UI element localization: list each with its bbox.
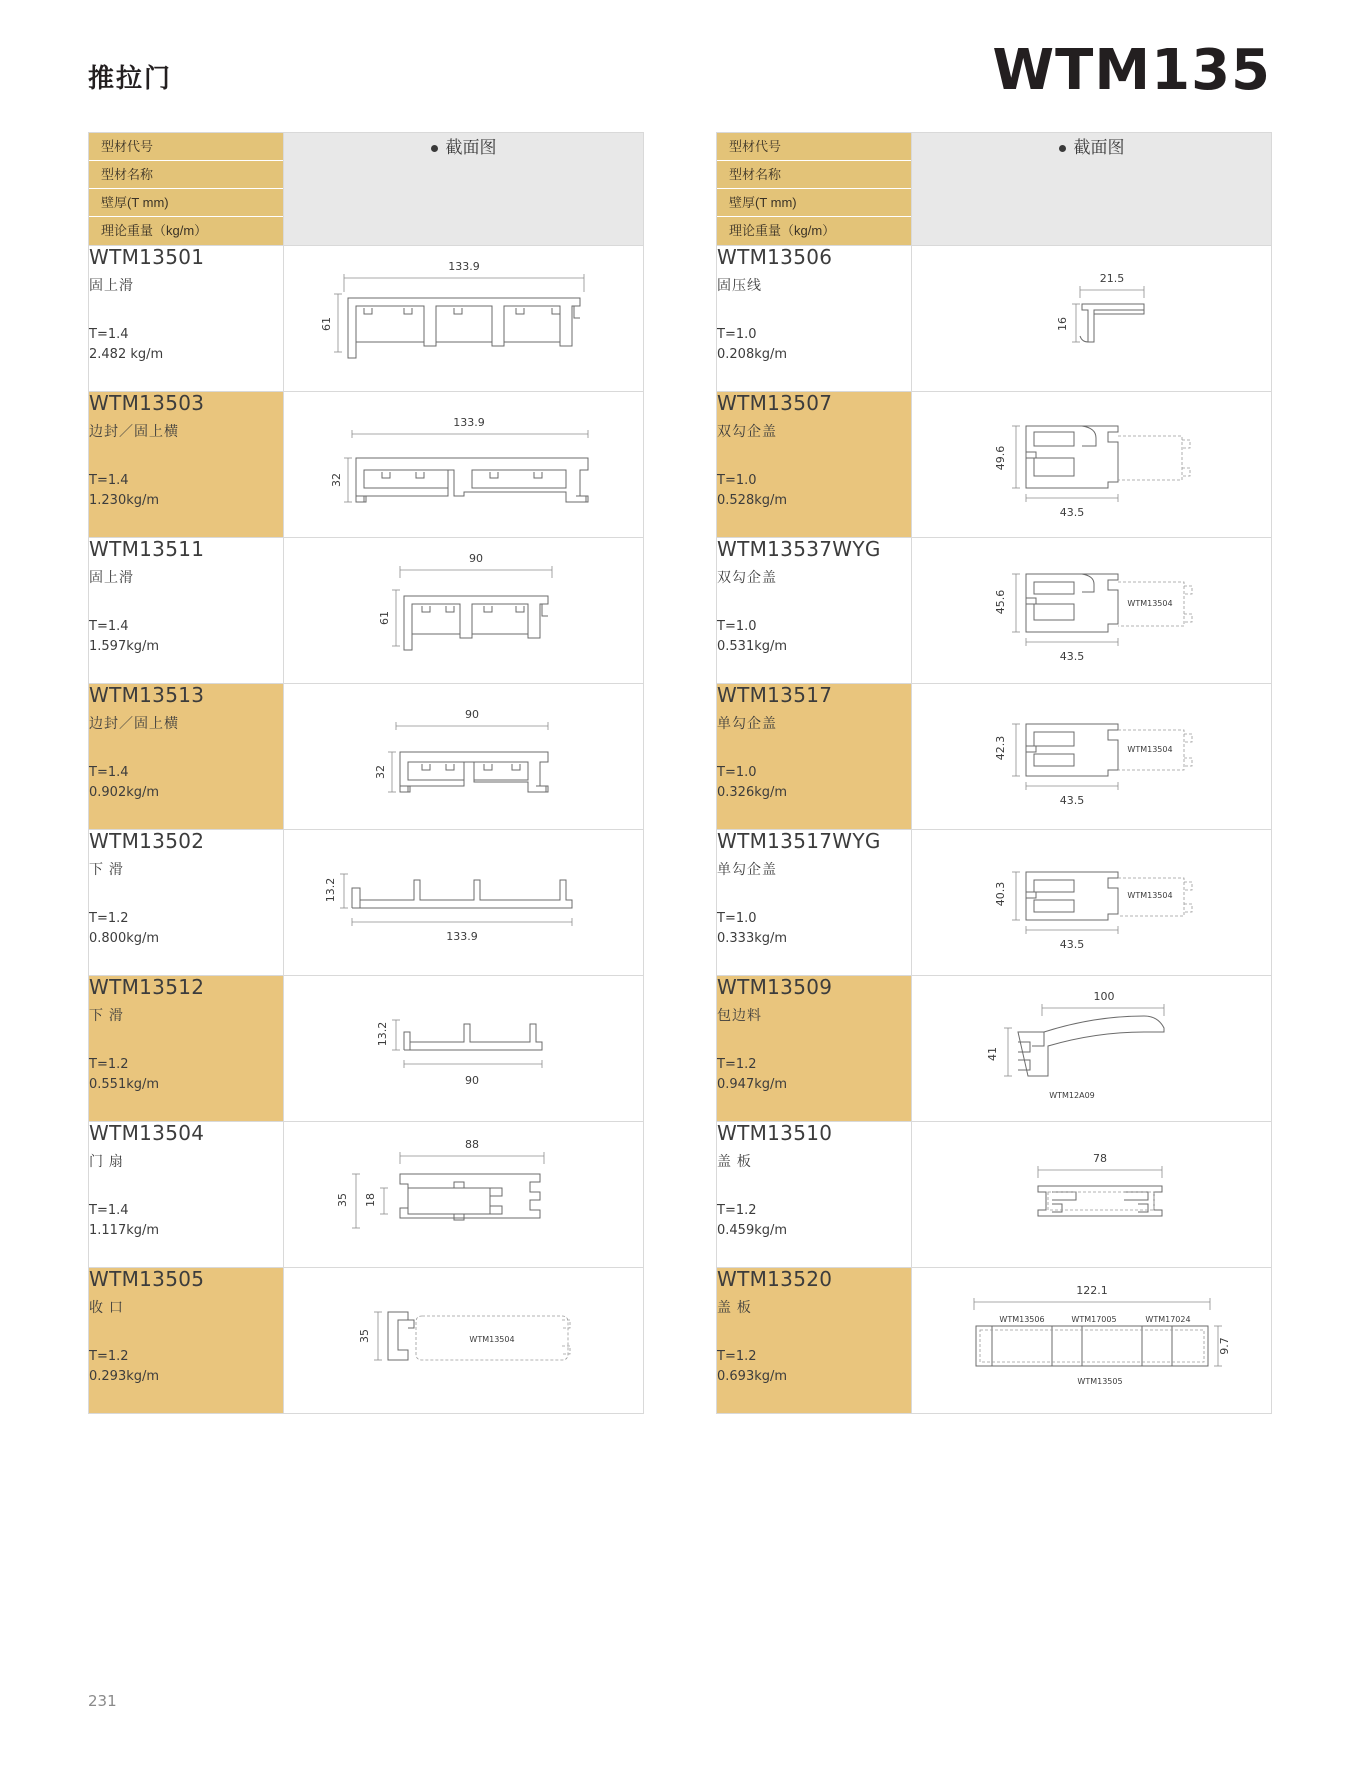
profile-code: WTM13507 — [717, 391, 833, 415]
header-figure-cell — [284, 133, 644, 246]
profile-info — [717, 392, 912, 538]
profile-weight: 0.528kg/m — [717, 493, 788, 509]
profile-weight: 2.482 kg/m — [89, 347, 164, 363]
dim-height: 32 — [329, 473, 343, 487]
header-weight-label: 理论重量（kg/m） — [89, 217, 283, 245]
profile-figure — [912, 830, 1272, 976]
table-header-row — [89, 133, 644, 246]
profile-thickness: T=1.4 — [89, 1203, 129, 1218]
table-row — [717, 246, 1272, 392]
dim-width: 100 — [1093, 990, 1114, 1003]
profile-weight: 0.947kg/m — [717, 1077, 788, 1093]
table-row — [717, 1268, 1272, 1414]
profile-code: WTM13509 — [717, 975, 833, 999]
page-number: 231 — [88, 1692, 117, 1710]
profile-info — [89, 1122, 284, 1268]
profile-figure — [912, 684, 1272, 830]
profile-info — [89, 976, 284, 1122]
profile-figure — [284, 538, 644, 684]
profile-name: 盖 板 — [717, 1299, 752, 1315]
profile-figure — [284, 1268, 644, 1414]
dim-width: 90 — [464, 1074, 479, 1087]
table-row — [717, 1122, 1272, 1268]
profile-code: WTM13504 — [89, 1121, 205, 1145]
dim-height: 13.2 — [323, 877, 337, 903]
profile-info — [717, 1268, 912, 1414]
profile-name: 单勾企盖 — [717, 715, 777, 731]
dim-height: 16 — [1055, 317, 1069, 331]
profile-weight: 1.117kg/m — [89, 1223, 160, 1239]
profile-info — [717, 246, 912, 392]
profile-code: WTM13506 — [717, 245, 833, 269]
profile-weight: 0.693kg/m — [717, 1369, 788, 1385]
bullet-icon — [1059, 145, 1066, 152]
profile-weight: 0.326kg/m — [717, 785, 788, 801]
profile-reference-1: WTM13506 — [998, 1315, 1045, 1324]
table-row — [89, 976, 644, 1122]
page-header — [88, 38, 1271, 110]
profile-figure — [912, 1268, 1272, 1414]
profile-code: WTM13511 — [89, 537, 205, 561]
profile-reference-3: WTM17024 — [1144, 1315, 1191, 1324]
profile-thickness: T=1.0 — [717, 911, 757, 926]
dim-width: 21.5 — [1099, 272, 1124, 285]
profile-info — [89, 684, 284, 830]
dim-width: 43.5 — [1059, 506, 1084, 519]
dim-width: 43.5 — [1059, 938, 1084, 951]
header-figure-cell — [912, 133, 1272, 246]
dim-width: 90 — [464, 708, 479, 721]
profile-thickness: T=1.0 — [717, 473, 757, 488]
dim-width: 122.1 — [1075, 1284, 1108, 1297]
profile-info — [717, 830, 912, 976]
table-row — [89, 684, 644, 830]
profile-thickness: T=1.0 — [717, 327, 757, 342]
profile-info — [89, 538, 284, 684]
table-row — [89, 1268, 644, 1414]
profile-code: WTM13501 — [89, 245, 205, 269]
profile-thickness: T=1.2 — [89, 911, 129, 926]
dim-width: 133.9 — [445, 930, 478, 943]
profile-columns — [88, 132, 1272, 1414]
dim-width: 43.5 — [1059, 794, 1084, 807]
table-row — [717, 684, 1272, 830]
profile-thickness: T=1.4 — [89, 473, 129, 488]
profile-weight: 0.800kg/m — [89, 931, 160, 947]
dim-height: 32 — [373, 765, 387, 779]
profile-reference: WTM13504 — [1126, 599, 1173, 608]
profile-info — [717, 976, 912, 1122]
profile-code: WTM13503 — [89, 391, 205, 415]
profile-figure — [912, 538, 1272, 684]
dim-height: 49.6 — [993, 445, 1007, 471]
profile-weight: 0.531kg/m — [717, 639, 788, 655]
profile-figure — [912, 392, 1272, 538]
dim-height: 61 — [319, 317, 333, 331]
profile-info — [717, 1122, 912, 1268]
profile-reference: WTM13504 — [1126, 891, 1173, 900]
dim-height: 35 — [335, 1193, 349, 1207]
profile-figure — [284, 684, 644, 830]
table-row — [717, 830, 1272, 976]
dim-height: 40.3 — [993, 881, 1007, 907]
header-name-label: 型材名称 — [717, 161, 911, 189]
profile-reference: WTM13504 — [468, 1335, 515, 1344]
dim-width: 88 — [464, 1138, 479, 1151]
profile-thickness: T=1.4 — [89, 327, 129, 342]
profile-code: WTM13502 — [89, 829, 205, 853]
table-row — [89, 538, 644, 684]
dim-height: 42.3 — [993, 735, 1007, 761]
profile-reference-2: WTM17005 — [1070, 1315, 1117, 1324]
table-row — [717, 538, 1272, 684]
table-header-row — [717, 133, 1272, 246]
profile-weight: 0.459kg/m — [717, 1223, 788, 1239]
header-figure-label: 截面图 — [445, 138, 497, 157]
profile-weight: 0.208kg/m — [717, 347, 788, 363]
series-code: WTM135 — [992, 38, 1271, 103]
right-column — [716, 132, 1272, 1414]
profile-code: WTM13517 — [717, 683, 833, 707]
profile-name: 单勾企盖 — [717, 861, 777, 877]
profile-thickness: T=1.2 — [717, 1057, 757, 1072]
left-column — [88, 132, 644, 1414]
header-name-label: 型材名称 — [89, 161, 283, 189]
dim-height: 41 — [985, 1047, 999, 1061]
profile-name: 包边料 — [717, 1007, 762, 1023]
profile-table-right — [716, 132, 1272, 1414]
profile-weight: 1.597kg/m — [89, 639, 160, 655]
profile-name: 下 滑 — [89, 1007, 124, 1023]
profile-figure — [284, 976, 644, 1122]
profile-thickness: T=1.2 — [717, 1203, 757, 1218]
profile-weight: 0.551kg/m — [89, 1077, 160, 1093]
profile-code: WTM13517WYG — [717, 829, 881, 853]
profile-figure — [912, 1122, 1272, 1268]
profile-code: WTM13512 — [89, 975, 205, 999]
profile-info — [89, 246, 284, 392]
profile-figure — [284, 830, 644, 976]
profile-name: 双勾企盖 — [717, 423, 777, 439]
profile-thickness: T=1.2 — [89, 1057, 129, 1072]
profile-name: 固上滑 — [89, 569, 134, 585]
profile-info — [89, 392, 284, 538]
profile-reference: WTM12A09 — [1048, 1091, 1095, 1100]
profile-figure — [284, 392, 644, 538]
profile-table-left — [88, 132, 644, 1414]
profile-name: 边封／固上横 — [89, 423, 179, 439]
profile-code: WTM13537WYG — [717, 537, 881, 561]
table-row — [717, 976, 1272, 1122]
header-thickness-label: 壁厚(T mm) — [717, 189, 911, 217]
profile-info — [717, 538, 912, 684]
table-row — [717, 392, 1272, 538]
profile-thickness: T=1.0 — [717, 619, 757, 634]
profile-thickness: T=1.2 — [89, 1349, 129, 1364]
profile-name: 盖 板 — [717, 1153, 752, 1169]
profile-weight: 0.293kg/m — [89, 1369, 160, 1385]
profile-code: WTM13510 — [717, 1121, 833, 1145]
dim-height2: 18 — [363, 1193, 377, 1207]
table-row — [89, 392, 644, 538]
dim-height: 13.2 — [375, 1021, 389, 1047]
header-weight-label: 理论重量（kg/m） — [717, 217, 911, 245]
header-thickness-label: 壁厚(T mm) — [89, 189, 283, 217]
header-labels — [717, 133, 912, 246]
profile-reference-4: WTM13505 — [1076, 1377, 1123, 1386]
profile-info — [89, 1268, 284, 1414]
dim-height: 9.7 — [1217, 1337, 1231, 1355]
bullet-icon — [431, 145, 438, 152]
dim-width: 133.9 — [447, 260, 480, 273]
profile-figure — [912, 246, 1272, 392]
header-labels — [89, 133, 284, 246]
profile-info — [717, 684, 912, 830]
dim-width: 133.9 — [452, 416, 485, 429]
dim-height: 45.6 — [993, 589, 1007, 615]
profile-thickness: T=1.2 — [717, 1349, 757, 1364]
profile-name: 固上滑 — [89, 277, 134, 293]
profile-code: WTM13505 — [89, 1267, 205, 1291]
profile-thickness: T=1.0 — [717, 765, 757, 780]
profile-thickness: T=1.4 — [89, 619, 129, 634]
profile-thickness: T=1.4 — [89, 765, 129, 780]
profile-name: 收 口 — [89, 1299, 124, 1315]
table-row — [89, 1122, 644, 1268]
profile-name: 边封／固上横 — [89, 715, 179, 731]
profile-reference: WTM13504 — [1126, 745, 1173, 754]
header-code-label: 型材代号 — [89, 133, 283, 161]
profile-code: WTM13520 — [717, 1267, 833, 1291]
profile-figure — [912, 976, 1272, 1122]
table-row — [89, 246, 644, 392]
profile-name: 固压线 — [717, 277, 762, 293]
dim-height: 61 — [377, 611, 391, 625]
profile-weight: 0.902kg/m — [89, 785, 160, 801]
table-row — [89, 830, 644, 976]
profile-info — [89, 830, 284, 976]
profile-code: WTM13513 — [89, 683, 205, 707]
profile-name: 下 滑 — [89, 861, 124, 877]
dim-width: 43.5 — [1059, 650, 1084, 663]
dim-width: 90 — [468, 552, 483, 565]
header-code-label: 型材代号 — [717, 133, 911, 161]
header-figure-label: 截面图 — [1073, 138, 1125, 157]
dim-width: 78 — [1092, 1152, 1107, 1165]
profile-weight: 0.333kg/m — [717, 931, 788, 947]
profile-weight: 1.230kg/m — [89, 493, 160, 509]
profile-figure — [284, 1122, 644, 1268]
dim-height: 35 — [357, 1329, 371, 1343]
profile-name: 门 扇 — [89, 1153, 124, 1169]
profile-name: 双勾企盖 — [717, 569, 777, 585]
category-title: 推拉门 — [88, 63, 173, 93]
profile-figure — [284, 246, 644, 392]
